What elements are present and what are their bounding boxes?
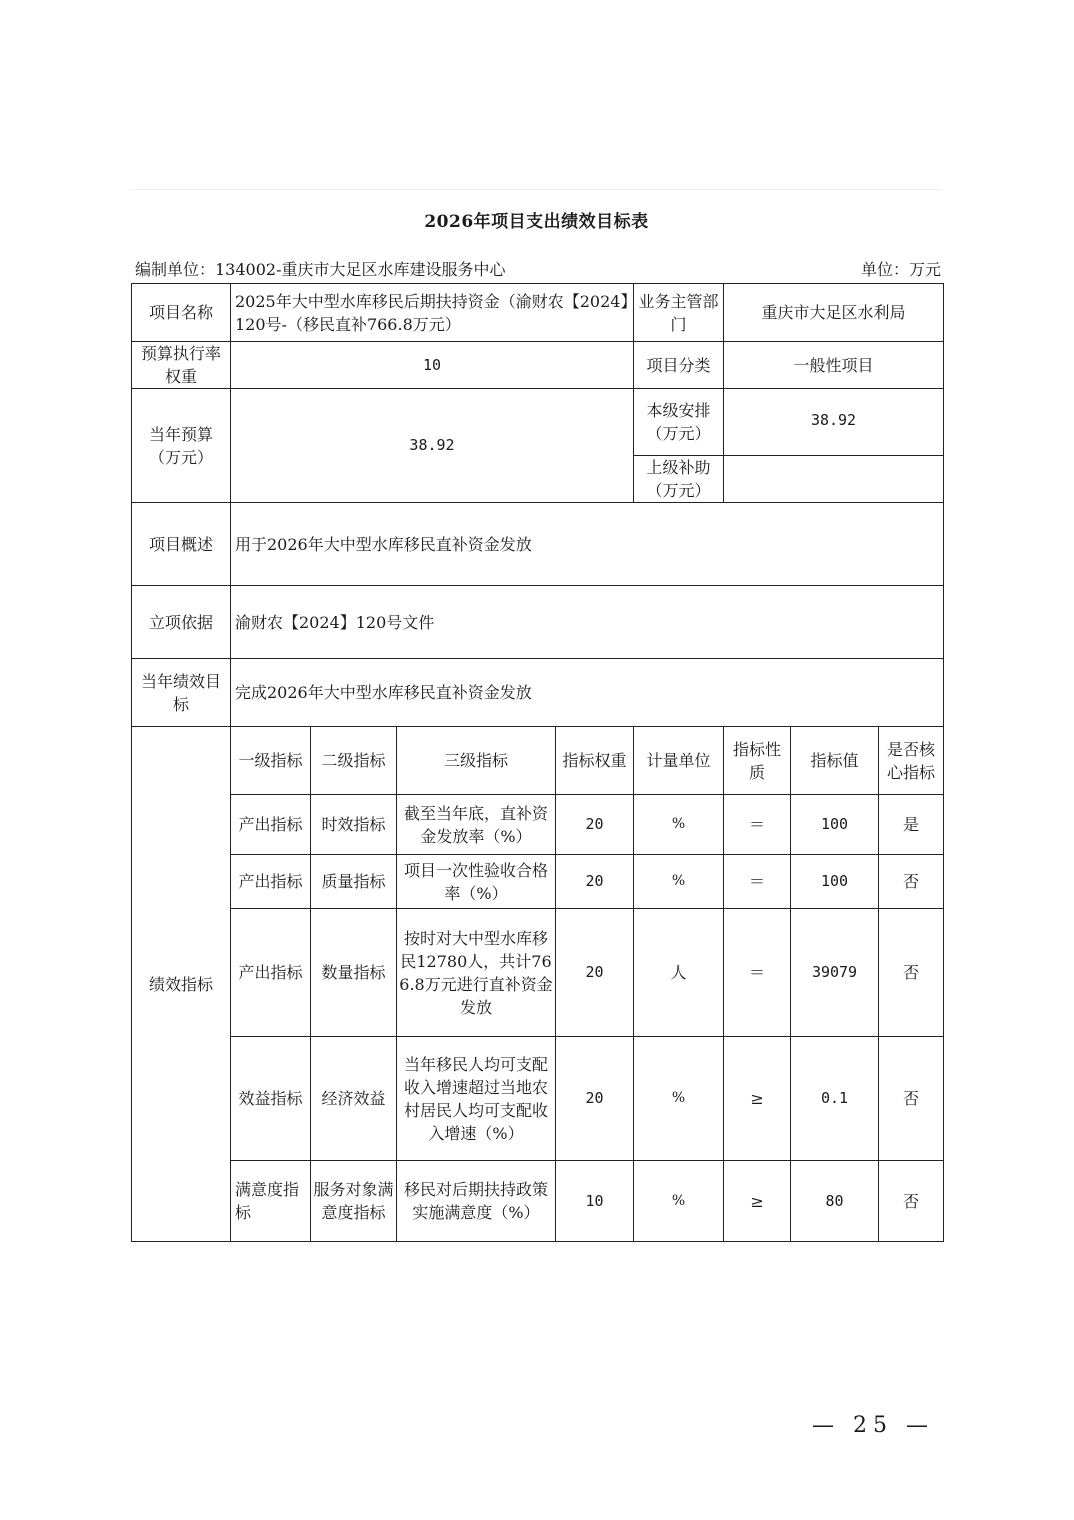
indicator-section-label: 绩效指标 — [132, 727, 231, 1242]
header-rule — [131, 189, 942, 190]
indicator-value: 80 — [791, 1161, 879, 1242]
indicator-core: 否 — [879, 855, 944, 909]
indicator-level3: 项目一次性验收合格率（%） — [397, 855, 556, 909]
overview-label: 项目概述 — [132, 503, 231, 586]
goal-value: 完成2026年大中型水库移民直补资金发放 — [231, 659, 944, 727]
indicator-row — [132, 909, 944, 1037]
indicator-level2: 质量指标 — [311, 855, 397, 909]
indicator-header-row — [132, 727, 944, 795]
indicator-level2: 经济效益 — [311, 1037, 397, 1161]
indicator-level2: 数量指标 — [311, 909, 397, 1037]
basis-label: 立项依据 — [132, 586, 231, 659]
indicator-weight: 20 — [556, 795, 634, 855]
upper-funding-value — [724, 456, 944, 503]
indicator-value: 0.1 — [791, 1037, 879, 1161]
row-budget-weight — [132, 342, 944, 389]
category-value: 一般性项目 — [724, 342, 944, 389]
indicator-unit: % — [634, 1161, 724, 1242]
row-project-name — [132, 284, 944, 342]
indicator-nature: ≥ — [724, 1161, 791, 1242]
indicator-weight: 20 — [556, 909, 634, 1037]
annual-budget-value: 38.92 — [231, 389, 634, 503]
indicator-level2: 时效指标 — [311, 795, 397, 855]
header-value: 指标值 — [791, 727, 879, 795]
project-name-label: 项目名称 — [132, 284, 231, 342]
annual-budget-label: 当年预算（万元） — [132, 389, 231, 503]
budget-weight-label: 预算执行率权重 — [132, 342, 231, 389]
indicator-row — [132, 1037, 944, 1161]
project-name-value: 2025年大中型水库移民后期扶持资金（渝财农【2024】120号-（移民直补766.8万元） — [231, 284, 634, 342]
indicator-nature: ＝ — [724, 855, 791, 909]
header-nature: 指标性质 — [724, 727, 791, 795]
indicator-core: 否 — [879, 909, 944, 1037]
performance-target-table — [131, 283, 944, 1242]
indicator-value: 100 — [791, 795, 879, 855]
indicator-row — [132, 855, 944, 909]
indicator-level1: 效益指标 — [231, 1037, 311, 1161]
indicator-level1: 产出指标 — [231, 909, 311, 1037]
goal-label: 当年绩效目标 — [132, 659, 231, 727]
row-annual-budget — [132, 389, 944, 456]
indicator-level1: 产出指标 — [231, 855, 311, 909]
header-weight: 指标权重 — [556, 727, 634, 795]
compiler-unit: 编制单位：134002-重庆市大足区水库建设服务中心 — [135, 260, 506, 279]
header-level2: 二级指标 — [311, 727, 397, 795]
indicator-unit: % — [634, 795, 724, 855]
header-level3: 三级指标 — [397, 727, 556, 795]
basis-value: 渝财农【2024】120号文件 — [231, 586, 944, 659]
indicator-nature: ＝ — [724, 795, 791, 855]
indicator-value: 100 — [791, 855, 879, 909]
indicator-weight: 10 — [556, 1161, 634, 1242]
indicator-unit: % — [634, 1037, 724, 1161]
upper-funding-label: 上级补助（万元） — [634, 456, 724, 503]
local-funding-value: 38.92 — [724, 389, 944, 456]
indicator-nature: ＝ — [724, 909, 791, 1037]
row-basis — [132, 586, 944, 659]
row-goal — [132, 659, 944, 727]
indicator-level1: 满意度指标 — [231, 1161, 311, 1242]
indicator-row — [132, 1161, 944, 1242]
local-funding-label: 本级安排（万元） — [634, 389, 724, 456]
indicator-nature: ≥ — [724, 1037, 791, 1161]
currency-unit: 单位：万元 — [860, 260, 941, 279]
indicator-level3: 当年移民人均可支配收入增速超过当地农村居民人均可支配收入增速（%） — [397, 1037, 556, 1161]
indicator-level1: 产出指标 — [231, 795, 311, 855]
indicator-row — [132, 795, 944, 855]
indicator-value: 39079 — [791, 909, 879, 1037]
indicator-level3: 移民对后期扶持政策实施满意度（%） — [397, 1161, 556, 1242]
indicator-weight: 20 — [556, 1037, 634, 1161]
budget-weight-value: 10 — [231, 342, 634, 389]
indicator-unit: % — [634, 855, 724, 909]
category-label: 项目分类 — [634, 342, 724, 389]
indicator-level3: 截至当年底，直补资金发放率（%） — [397, 795, 556, 855]
row-overview — [132, 503, 944, 586]
indicator-weight: 20 — [556, 855, 634, 909]
header-level1: 一级指标 — [231, 727, 311, 795]
indicator-core: 否 — [879, 1161, 944, 1242]
indicator-level3: 按时对大中型水库移民12780人，共计766.8万元进行直补资金发放 — [397, 909, 556, 1037]
dept-label: 业务主管部门 — [634, 284, 724, 342]
page-number: — 25 — — [812, 1413, 934, 1438]
overview-value: 用于2026年大中型水库移民直补资金发放 — [231, 503, 944, 586]
indicator-level2: 服务对象满意度指标 — [311, 1161, 397, 1242]
indicator-core: 否 — [879, 1037, 944, 1161]
indicator-core: 是 — [879, 795, 944, 855]
indicator-unit: 人 — [634, 909, 724, 1037]
dept-value: 重庆市大足区水利局 — [724, 284, 944, 342]
header-unit: 计量单位 — [634, 727, 724, 795]
header-core: 是否核心指标 — [879, 727, 944, 795]
page-title: 2026年项目支出绩效目标表 — [424, 212, 649, 232]
